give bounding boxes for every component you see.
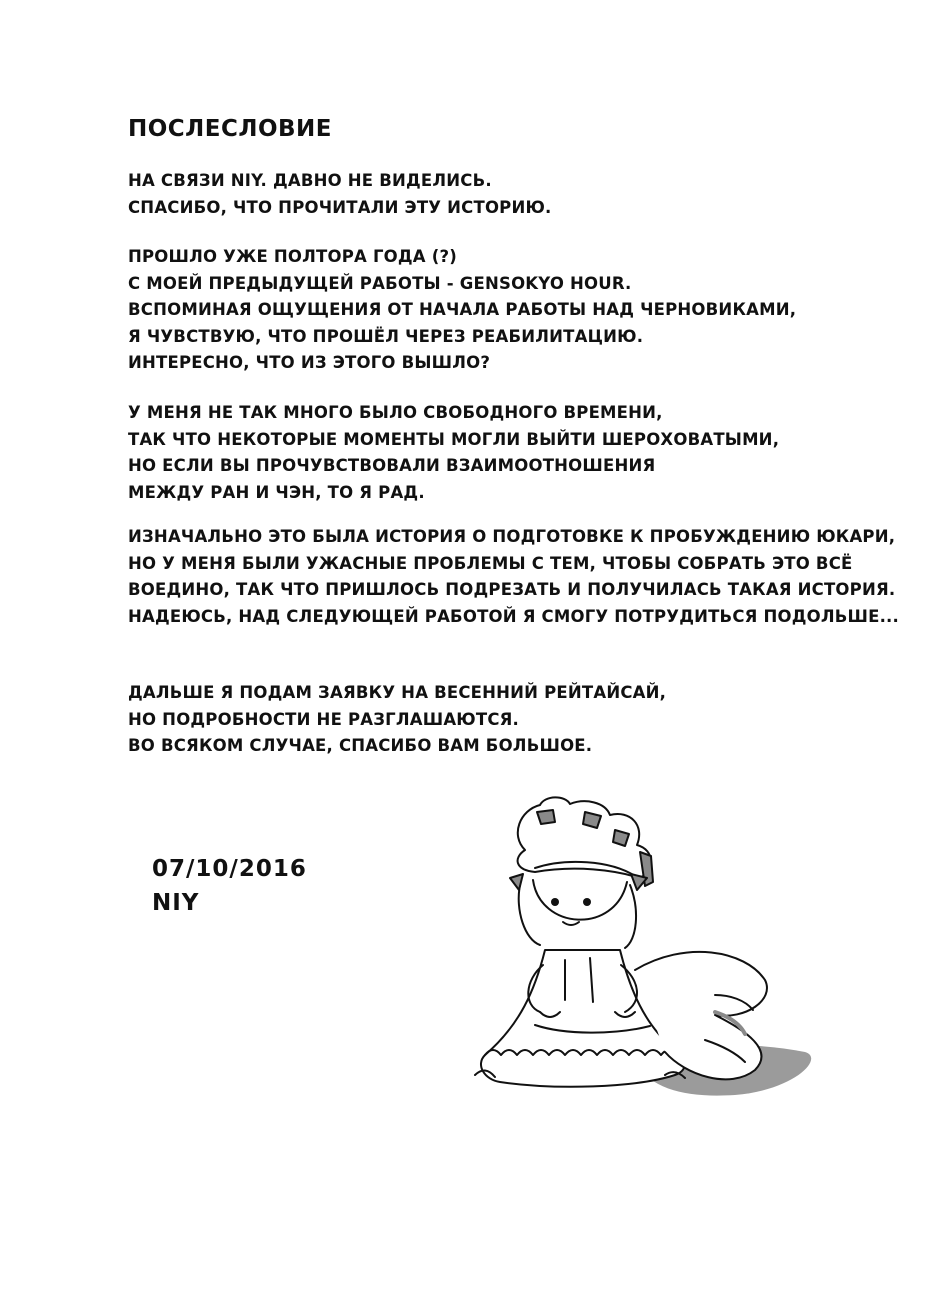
page-title: ПОСЛЕСЛОВИЕ	[128, 116, 333, 142]
paragraph-closing	[128, 680, 666, 760]
text-line: ПРОШЛО УЖЕ ПОЛТОРА ГОДА (?)	[128, 247, 457, 266]
text-line: СПАСИБО, ЧТО ПРОЧИТАЛИ ЭТУ ИСТОРИЮ.	[128, 197, 552, 217]
text-line: ВО ВСЯКОМ СЛУЧАЕ, СПАСИБО ВАМ БОЛЬШОЕ.	[128, 736, 593, 755]
face	[533, 880, 627, 920]
text-line: ИНТЕРЕСНО, ЧТО ИЗ ЭТОГО ВЫШЛО?	[128, 353, 491, 372]
signature-block	[152, 852, 307, 920]
text-line: НО ЕСЛИ ВЫ ПРОЧУВСТВОВАЛИ ВЗАИМООТНОШЕНИЯ	[128, 456, 656, 475]
paragraph-free-time	[128, 400, 779, 506]
chibi-character-illustration	[415, 790, 885, 1140]
text-line: Я ЧУВСТВУЮ, ЧТО ПРОШЁЛ ЧЕРЕЗ РЕАБИЛИТАЦИЮ.	[128, 326, 644, 346]
text-line: ВОЕДИНО, ТАК ЧТО ПРИШЛОСЬ ПОДРЕЗАТЬ И ПОЛУЧИЛАСЬ ТАКАЯ ИСТОРИЯ.	[128, 580, 896, 599]
text-line: ДАЛЬШЕ Я ПОДАМ ЗАЯВКУ НА ВЕСЕННИЙ РЕЙТАЙСАЙ,	[128, 683, 667, 702]
text-line: НО ПОДРОБНОСТИ НЕ РАЗГЛАШАЮТСЯ.	[128, 709, 520, 729]
text-line: ВСПОМИНАЯ ОЩУЩЕНИЯ ОТ НАЧАЛА РАБОТЫ НАД ЧЕРНОВИКАМИ,	[128, 300, 797, 319]
text-line: НО У МЕНЯ БЫЛИ УЖАСНЫЕ ПРОБЛЕМЫ С ТЕМ, ЧТОБЫ СОБРАТЬ ЭТО ВСЁ	[128, 553, 853, 573]
signature-date: 07/10/2016	[152, 856, 307, 882]
paragraph-previous-work	[128, 244, 796, 377]
mob-cap	[518, 797, 651, 878]
text-line: С МОЕЙ ПРЕДЫДУЩЕЙ РАБОТЫ - GENSOKYO HOUR.	[128, 273, 632, 293]
text-line: МЕЖДУ РАН И ЧЭН, ТО Я РАД.	[128, 482, 425, 502]
text-line: НА СВЯЗИ NIY. ДАВНО НЕ ВИДЕЛИСЬ.	[128, 171, 492, 190]
paragraph-greeting	[128, 168, 552, 221]
signature-author: NIY	[152, 890, 200, 916]
left-eye	[551, 898, 559, 906]
text-line: НАДЕЮСЬ, НАД СЛЕДУЮЩЕЙ РАБОТОЙ Я СМОГУ ПОТРУДИТЬСЯ ПОДОЛЬШЕ...	[128, 606, 899, 626]
text-line: ИЗНАЧАЛЬНО ЭТО БЫЛА ИСТОРИЯ О ПОДГОТОВКЕ К ПРОБУЖДЕНИЮ ЮКАРИ,	[128, 527, 896, 546]
text-line: ТАК ЧТО НЕКОТОРЫЕ МОМЕНТЫ МОГЛИ ВЫЙТИ ШЕРОХОВАТЫМИ,	[128, 429, 780, 449]
right-eye	[583, 898, 591, 906]
paragraph-original-story	[128, 524, 899, 630]
text-line: У МЕНЯ НЕ ТАК МНОГО БЫЛО СВОБОДНОГО ВРЕМЕНИ,	[128, 403, 663, 422]
